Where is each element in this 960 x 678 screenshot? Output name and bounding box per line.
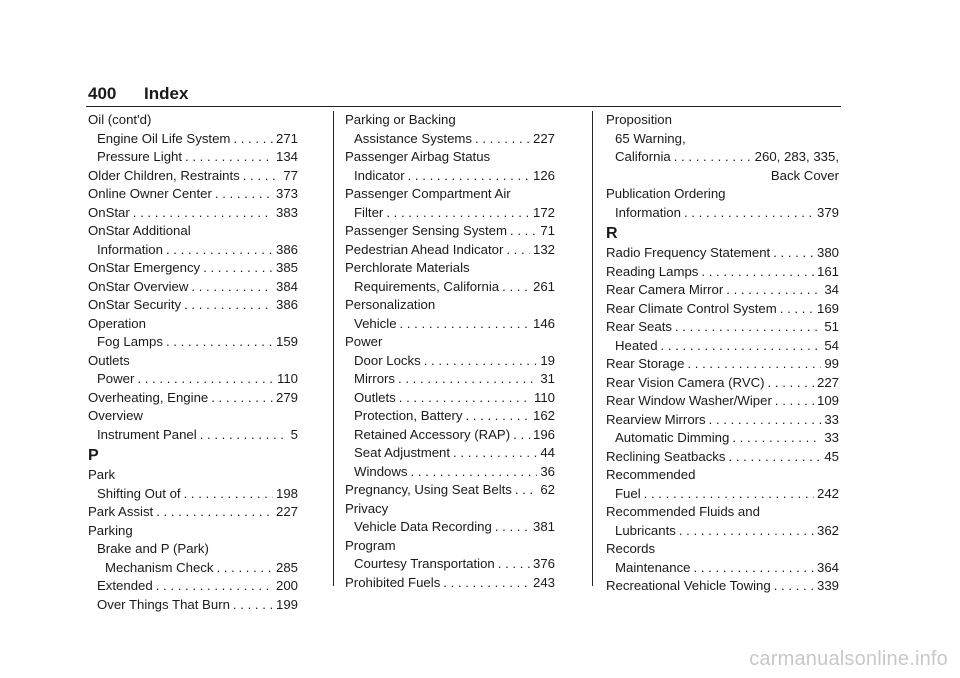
index-term: Recommended Fluids and: [606, 504, 760, 519]
page-reference: 227: [532, 130, 555, 146]
index-entry: [345, 296, 555, 315]
leader-dots: [200, 426, 288, 445]
index-entry: [606, 466, 839, 485]
index-term: Outlets: [88, 352, 130, 368]
index-entry: [88, 185, 298, 204]
index-entry: [88, 466, 298, 485]
index-entry: [345, 148, 555, 167]
index-term: Prohibited Fuels: [345, 574, 441, 590]
index-term: Oil (cont'd): [88, 112, 152, 127]
index-entry: [88, 389, 298, 408]
index-entry: [606, 522, 839, 541]
page-reference: 227: [816, 374, 839, 390]
page-reference: 376: [532, 556, 555, 571]
leader-dots: [203, 259, 273, 278]
index-entry: [606, 485, 839, 504]
page-reference: 285: [275, 559, 298, 575]
page-reference: 162: [532, 408, 555, 423]
leader-dots: [726, 281, 821, 300]
index-term: Mirrors: [354, 371, 396, 386]
column-divider: [333, 111, 334, 586]
watermark: carmanualsonline.info: [749, 648, 948, 670]
leader-dots: [411, 463, 538, 482]
page-reference: 386: [275, 241, 298, 257]
index-term: Pressure Light: [97, 149, 183, 164]
index-term: Automatic Dimming: [615, 430, 730, 445]
page-reference: 146: [532, 315, 555, 331]
index-entry: [345, 574, 555, 593]
index-entry: [606, 411, 839, 430]
index-entry: [88, 333, 298, 352]
index-continuation: [606, 167, 839, 186]
page-reference: 33: [824, 411, 839, 427]
index-entry: [88, 540, 298, 559]
index-term: Information: [97, 241, 163, 257]
index-continuation-text: Back Cover: [770, 167, 839, 183]
index-entry: [345, 259, 555, 278]
index-term: Protection, Battery: [354, 408, 463, 423]
section-letter-text: P: [88, 447, 99, 464]
page-reference: 385: [275, 260, 298, 275]
index-entry: [606, 374, 839, 393]
index-entry: [606, 244, 839, 263]
leader-dots: [166, 333, 273, 352]
index-term: Parking: [88, 522, 133, 538]
index-term: Shifting Out of: [97, 485, 181, 501]
page-reference: 379: [816, 204, 839, 220]
index-term: Rear Camera Mirror: [606, 282, 724, 297]
leader-dots: [780, 300, 814, 319]
index-term: Reading Lamps: [606, 263, 699, 279]
page-reference: 199: [275, 596, 298, 612]
index-term: Publication Ordering: [606, 186, 726, 201]
index-entry: [345, 370, 555, 389]
leader-dots: [133, 204, 273, 223]
page-reference: 159: [275, 334, 298, 349]
index-term: Rear Seats: [606, 319, 672, 334]
leader-dots: [729, 448, 822, 467]
index-entry: [88, 296, 298, 315]
page-reference: 271: [275, 130, 298, 146]
index-term: Older Children, Restraints: [88, 167, 240, 183]
index-term: Power: [345, 334, 383, 349]
index-entry: [606, 540, 839, 559]
leader-dots: [701, 263, 814, 282]
index-entry: [345, 204, 555, 223]
index-entry: [88, 278, 298, 297]
index-entry: [606, 448, 839, 467]
leader-dots: [732, 429, 821, 448]
leader-dots: [398, 370, 537, 389]
leader-dots: [424, 352, 538, 371]
leader-dots: [515, 481, 537, 500]
index-term: Power: [97, 371, 135, 386]
index-entry: [606, 355, 839, 374]
index-entry: [606, 318, 839, 337]
leader-dots: [679, 522, 814, 541]
index-term: Information: [615, 204, 681, 220]
index-entry: [88, 148, 298, 167]
page-reference: 54: [824, 337, 839, 353]
index-term: OnStar: [88, 204, 130, 220]
index-term: Pregnancy, Using Seat Belts: [345, 482, 512, 497]
index-entry: [345, 185, 555, 204]
page-reference: 384: [275, 278, 298, 294]
index-entry: [606, 559, 839, 578]
index-term: Maintenance: [615, 559, 691, 575]
leader-dots: [709, 411, 822, 430]
leader-dots: [408, 167, 530, 186]
index-entry: [345, 315, 555, 334]
leader-dots: [137, 370, 274, 389]
index-term: Program: [345, 537, 396, 553]
index-entry: [88, 352, 298, 371]
leader-dots: [386, 204, 530, 223]
page-reference: 36: [540, 463, 555, 479]
page-reference: 77: [283, 167, 298, 183]
page-reference: 383: [275, 204, 298, 220]
page-reference: 260, 283, 335,: [754, 149, 839, 164]
leader-dots: [156, 503, 273, 522]
page-reference: 33: [824, 430, 839, 445]
index-entry: [88, 577, 298, 596]
index-term: Over Things That Burn: [97, 596, 230, 612]
leader-dots: [506, 241, 530, 260]
index-term: Reclining Seatbacks: [606, 448, 726, 464]
leader-dots: [475, 130, 530, 149]
index-entry: [345, 444, 555, 463]
page-reference: 62: [540, 482, 555, 497]
index-term: Overview: [88, 408, 143, 423]
page-reference: 243: [532, 574, 555, 590]
page-reference: 31: [540, 371, 555, 386]
page-reference: 110: [276, 371, 298, 386]
index-term: Online Owner Center: [88, 186, 212, 201]
header-rule: [86, 106, 841, 107]
index-column-3: [606, 111, 839, 596]
index-term: Vehicle Data Recording: [354, 519, 492, 534]
index-entry: [88, 503, 298, 522]
leader-dots: [233, 130, 273, 149]
index-term: Indicator: [354, 167, 405, 183]
index-entry: [606, 503, 839, 522]
index-entry: [345, 389, 555, 408]
page-reference: 34: [824, 282, 839, 297]
leader-dots: [774, 577, 814, 596]
leader-dots: [687, 355, 821, 374]
page-reference: 339: [816, 578, 839, 593]
index-entry: [345, 333, 555, 352]
index-entry: [345, 555, 555, 574]
index-term: Privacy: [345, 500, 389, 516]
index-entry: [345, 407, 555, 426]
index-entry: [345, 130, 555, 149]
leader-dots: [215, 185, 273, 204]
index-term: Extended: [97, 578, 153, 593]
page-reference: 242: [816, 485, 839, 501]
page-reference: 172: [532, 204, 555, 220]
index-term: Mechanism Check: [105, 559, 214, 575]
page-reference: 380: [816, 245, 839, 260]
index-entry: [606, 148, 839, 167]
leader-dots: [510, 222, 537, 241]
leader-dots: [453, 444, 537, 463]
index-term: Radio Frequency Statement: [606, 245, 771, 260]
leader-dots: [502, 278, 530, 297]
page-header: [88, 84, 188, 104]
index-entry: [345, 241, 555, 260]
index-term: Rear Window Washer/Wiper: [606, 393, 772, 408]
page-reference: 126: [532, 167, 555, 183]
index-term: Retained Accessory (RAP): [354, 426, 511, 442]
index-entry: [88, 522, 298, 541]
index-entry: [88, 111, 298, 130]
index-term: Passenger Airbag Status: [345, 149, 491, 164]
leader-dots: [216, 559, 273, 578]
index-entry: [345, 222, 555, 241]
index-entry: [345, 111, 555, 130]
index-entry: [88, 559, 298, 578]
index-term: Rear Climate Control System: [606, 300, 777, 316]
index-term: Fog Lamps: [97, 334, 163, 349]
page-reference: 373: [275, 186, 298, 201]
index-entry: [88, 407, 298, 426]
page-reference: 132: [532, 241, 555, 257]
section-letter: [88, 444, 298, 466]
index-term: Rearview Mirrors: [606, 411, 706, 427]
index-term: OnStar Overview: [88, 278, 189, 294]
index-entry: [88, 370, 298, 389]
index-entry: [345, 518, 555, 537]
page-reference: 196: [532, 426, 555, 442]
index-term: OnStar Additional: [88, 223, 191, 238]
index-entry: [345, 481, 555, 500]
page-reference: 19: [540, 352, 555, 368]
page-reference: 169: [816, 300, 839, 316]
leader-dots: [674, 148, 752, 167]
index-term: Passenger Sensing System: [345, 223, 507, 238]
index-term: Requirements, California: [354, 278, 500, 294]
index-entry: [345, 426, 555, 445]
index-entry: [88, 130, 298, 149]
index-term: OnStar Emergency: [88, 260, 201, 275]
index-term: Engine Oil Life System: [97, 130, 231, 146]
page-reference: 44: [540, 445, 555, 460]
index-entry: [606, 300, 839, 319]
index-term: Lubricants: [615, 522, 676, 538]
index-entry: [606, 429, 839, 448]
index-column-1: [88, 111, 298, 614]
leader-dots: [675, 318, 821, 337]
index-term: Outlets: [354, 389, 396, 405]
section-letter-text: R: [606, 225, 618, 242]
leader-dots: [243, 167, 281, 186]
index-entry: [345, 537, 555, 556]
index-term: Rear Vision Camera (RVC): [606, 374, 765, 390]
leader-dots: [775, 392, 814, 411]
page-reference: 386: [275, 297, 298, 312]
index-entry: [345, 352, 555, 371]
leader-dots: [156, 577, 273, 596]
index-term: Door Locks: [354, 352, 421, 368]
index-entry: [88, 222, 298, 241]
index-entry: [88, 259, 298, 278]
page-reference: 161: [816, 263, 839, 279]
leader-dots: [498, 555, 530, 574]
leader-dots: [773, 244, 814, 263]
leader-dots: [443, 574, 530, 593]
index-term: Parking or Backing: [345, 112, 456, 127]
index-entry: [88, 485, 298, 504]
page-reference: 362: [816, 522, 839, 538]
index-entry: [345, 463, 555, 482]
leader-dots: [211, 389, 273, 408]
index-term: Overheating, Engine: [88, 389, 209, 405]
index-term: Instrument Panel: [97, 426, 197, 442]
index-term: Records: [606, 541, 656, 556]
page-reference: 110: [533, 389, 555, 405]
index-entry: [606, 392, 839, 411]
page-reference: 198: [275, 485, 298, 501]
leader-dots: [495, 518, 530, 537]
index-term: Proposition: [606, 112, 672, 127]
index-term: Rear Storage: [606, 356, 685, 371]
index-term: California: [615, 149, 671, 164]
column-divider: [592, 111, 593, 586]
page-number: 400: [88, 84, 117, 103]
page-reference: 109: [816, 393, 839, 408]
index-entry: [606, 337, 839, 356]
index-entry: [606, 281, 839, 300]
index-term: Windows: [354, 463, 408, 479]
page-reference: 51: [824, 319, 839, 334]
page-reference: 71: [540, 223, 555, 238]
index-term: Pedestrian Ahead Indicator: [345, 241, 504, 257]
index-term: Assistance Systems: [354, 130, 472, 146]
page-reference: 99: [824, 356, 839, 371]
index-term: Vehicle: [354, 315, 397, 331]
page-reference: 364: [816, 559, 839, 575]
leader-dots: [184, 485, 273, 504]
index-term: Heated: [615, 337, 658, 353]
leader-dots: [513, 426, 530, 445]
page-reference: 5: [290, 426, 298, 442]
index-term: Seat Adjustment: [354, 445, 451, 460]
index-term: Brake and P (Park): [97, 541, 209, 556]
index-entry: [606, 130, 839, 149]
index-entry: [345, 500, 555, 519]
index-term: 65 Warning,: [615, 130, 686, 146]
leader-dots: [661, 337, 822, 356]
index-term: Park: [88, 467, 116, 482]
leader-dots: [184, 296, 273, 315]
index-column-2: [345, 111, 555, 592]
index-term: Personalization: [345, 297, 436, 312]
leader-dots: [399, 389, 531, 408]
section-letter: [606, 222, 839, 244]
index-entry: [606, 577, 839, 596]
page-reference: 279: [275, 389, 298, 405]
index-term: Recommended: [606, 467, 696, 482]
index-term: Perchlorate Materials: [345, 260, 470, 275]
index-term: Courtesy Transportation: [354, 556, 495, 571]
index-entry: [606, 111, 839, 130]
index-term: Operation: [88, 315, 146, 331]
leader-dots: [185, 148, 273, 167]
leader-dots: [768, 374, 814, 393]
index-entry: [88, 204, 298, 223]
index-term: Filter: [354, 204, 384, 220]
index-term: Passenger Compartment Air: [345, 186, 511, 201]
leader-dots: [191, 278, 273, 297]
leader-dots: [644, 485, 814, 504]
page-reference: 261: [532, 278, 555, 294]
index-term: Fuel: [615, 485, 641, 501]
page-reference: 134: [275, 149, 298, 164]
page-reference: 381: [532, 519, 555, 534]
index-entry: [88, 315, 298, 334]
leader-dots: [400, 315, 530, 334]
index-entry: [88, 596, 298, 615]
leader-dots: [684, 204, 814, 223]
index-entry: [88, 426, 298, 445]
leader-dots: [233, 596, 273, 615]
page-reference: 200: [275, 578, 298, 593]
page-reference: 45: [824, 448, 839, 464]
page-title: Index: [144, 84, 189, 103]
index-term: Park Assist: [88, 504, 154, 519]
leader-dots: [694, 559, 814, 578]
index-entry: [345, 278, 555, 297]
leader-dots: [166, 241, 273, 260]
index-entry: [345, 167, 555, 186]
index-term: Recreational Vehicle Towing: [606, 578, 771, 593]
page-reference: 227: [275, 504, 298, 519]
index-term: OnStar Security: [88, 297, 182, 312]
index-entry: [606, 204, 839, 223]
index-entry: [88, 241, 298, 260]
index-entry: [88, 167, 298, 186]
index-entry: [606, 263, 839, 282]
leader-dots: [465, 407, 530, 426]
index-entry: [606, 185, 839, 204]
